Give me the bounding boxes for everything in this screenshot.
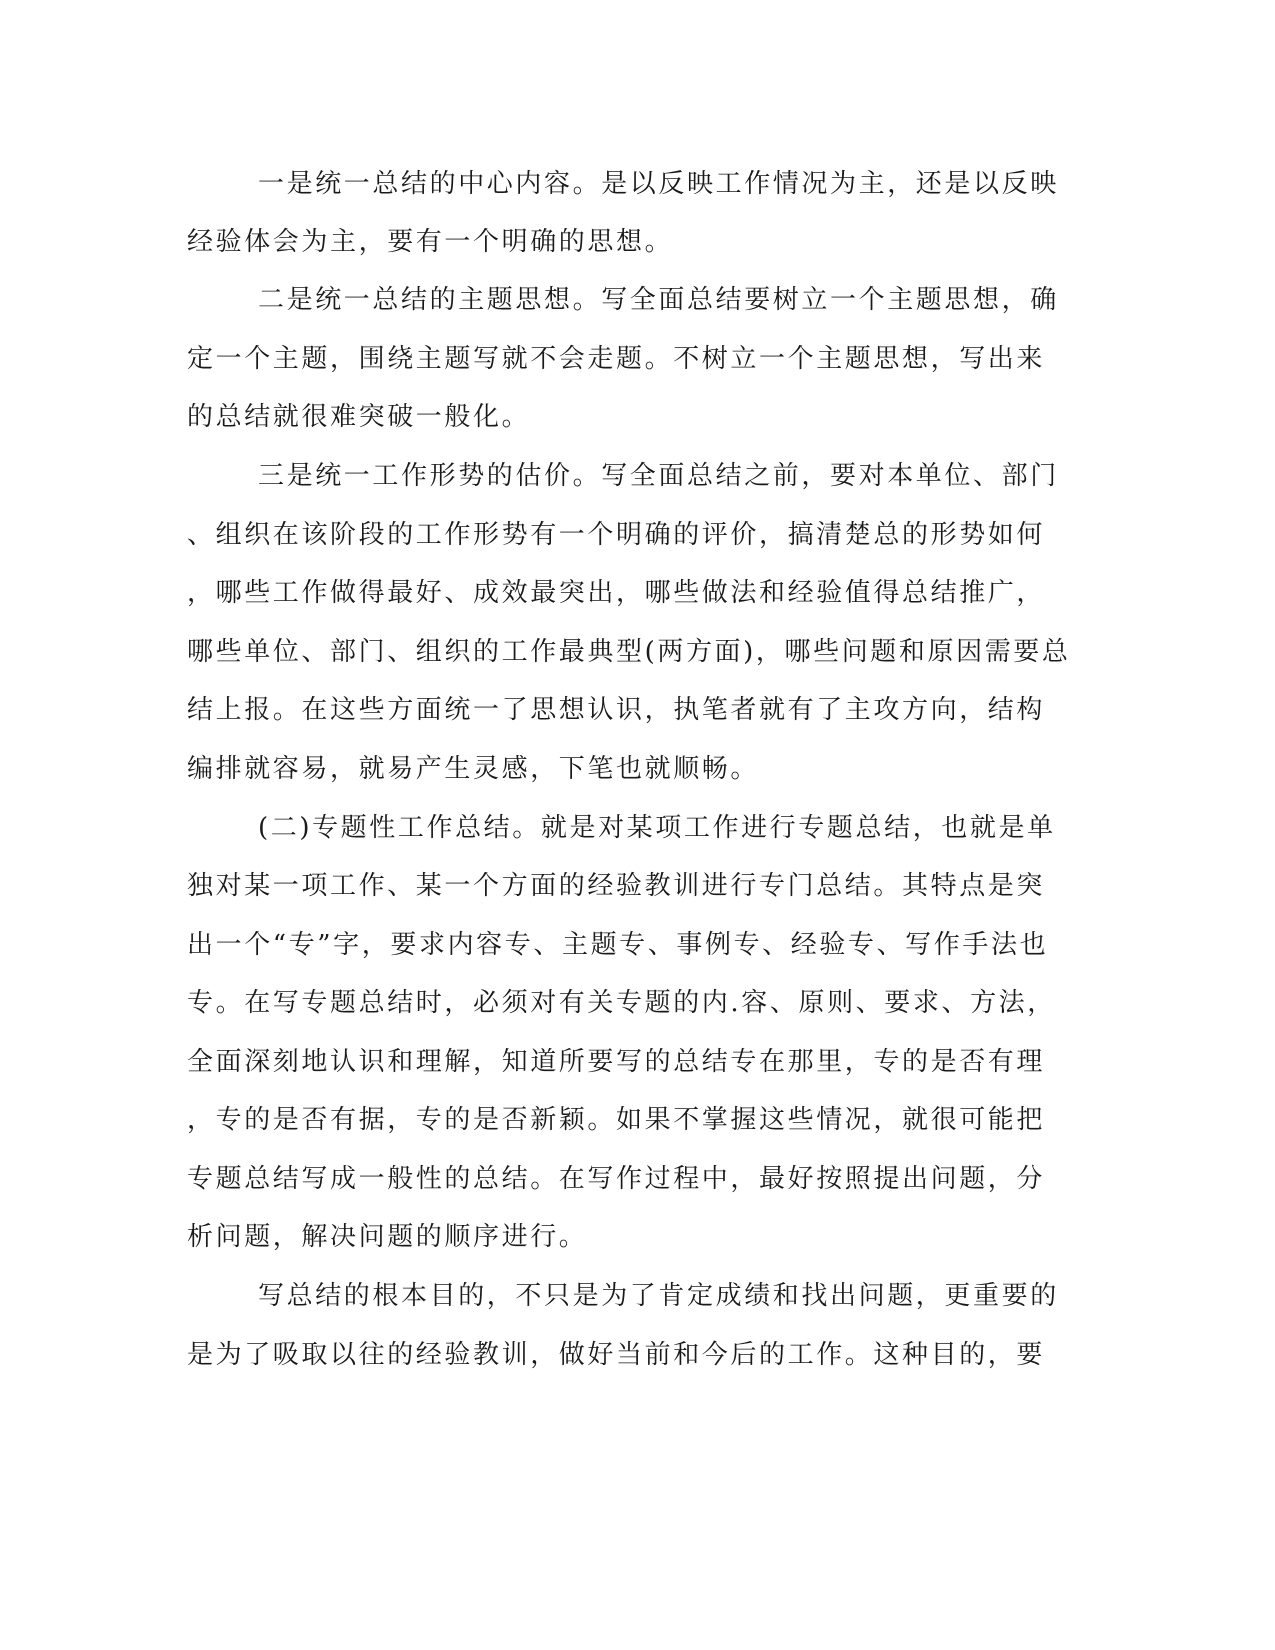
paragraph-4-line-5: 全面深刻地认识和理解，知道所要写的总结专在那里，专的是否有理 — [187, 1047, 1046, 1077]
paragraph-4-line-2: 独对某一项工作、某一个方面的经验教训进行专门总结。其特点是突 — [187, 871, 1046, 901]
paragraph-3-line-5: 结上报。在这些方面统一了思想认识，执笔者就有了主攻方向，结构 — [187, 695, 1046, 725]
paragraph-4-line-4: 专。在写专题总结时，必须对有关专题的内.容、原则、要求、方法， — [187, 988, 1056, 1018]
paragraph-5-line-1: 写总结的根本目的，不只是为了肯定成绩和找出问题，更重要的 — [258, 1281, 1059, 1311]
paragraph-2-line-3: 的总结就很难突破一般化。 — [187, 402, 531, 432]
paragraph-4-line-6: ，专的是否有据，专的是否新颖。如果不掌握这些情况，就很可能把 — [187, 1105, 1046, 1135]
paragraph-3-line-2: 、组织在该阶段的工作形势有一个明确的评价，搞清楚总的形势如何 — [187, 520, 1046, 550]
paragraph-3-line-6: 编排就容易，就易产生灵感，下笔也就顺畅。 — [187, 754, 760, 784]
paragraph-1-line-1: 一是统一总结的中心内容。是以反映工作情况为主，还是以反映 — [258, 169, 1059, 199]
paragraph-3-line-1: 三是统一工作形势的估价。写全面总结之前，要对本单位、部门 — [258, 461, 1059, 491]
paragraph-3-line-4: 哪些单位、部门、组织的工作最典型(两方面)，哪些问题和原因需要总 — [187, 637, 1071, 667]
paragraph-5-line-2: 是为了吸取以往的经验教训，做好当前和今后的工作。这种目的，要 — [187, 1340, 1046, 1370]
paragraph-4-line-8: 析问题，解决问题的顺序进行。 — [187, 1222, 588, 1252]
paragraph-4-line-1: (二)专题性工作总结。就是对某项工作进行专题总结，也就是单 — [258, 813, 1056, 843]
paragraph-4-line-7: 专题总结写成一般性的总结。在写作过程中，最好按照提出问题，分 — [187, 1164, 1046, 1194]
paragraph-1-line-2: 经验体会为主，要有一个明确的思想。 — [187, 227, 674, 257]
paragraph-3-line-3: ，哪些工作做得最好、成效最突出，哪些做法和经验值得总结推广， — [187, 578, 1046, 608]
paragraph-2-line-1: 二是统一总结的主题思想。写全面总结要树立一个主题思想，确 — [258, 285, 1059, 315]
paragraph-2-line-2: 定一个主题，围绕主题写就不会走题。不树立一个主题思想，写出来 — [187, 344, 1046, 374]
paragraph-4-line-3: 出一个“专”字，要求内容专、主题专、事例专、经验专、写作手法也 — [187, 930, 1049, 960]
